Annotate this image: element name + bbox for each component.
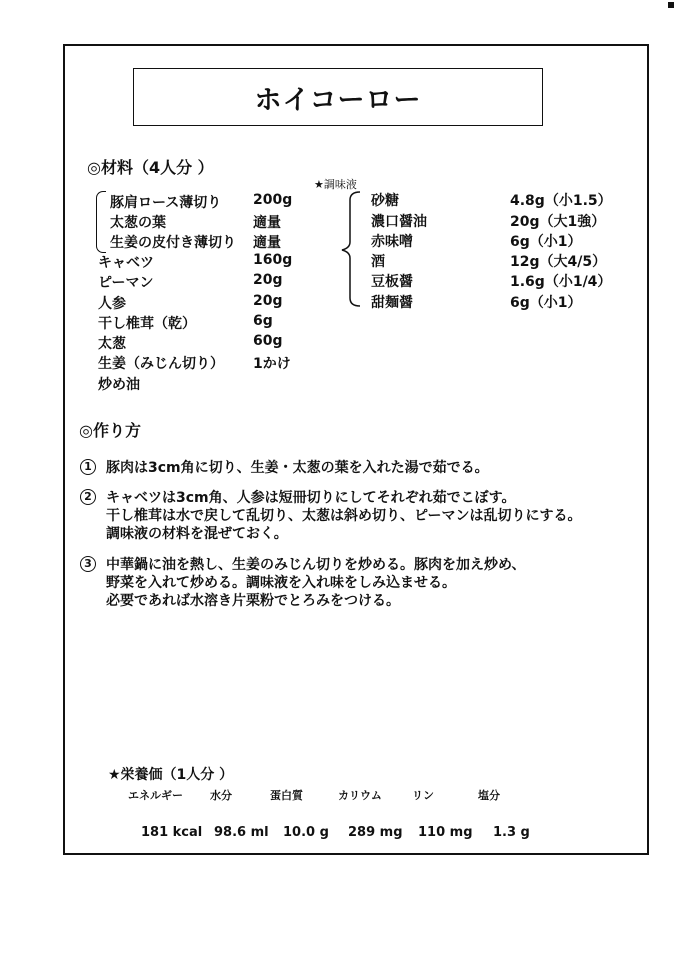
ingredient-amount: 適量 [253, 235, 281, 251]
nutrition-value: 10.0 g [283, 825, 329, 840]
step-line: 豚肉は3cm角に切り、生姜・太葱の葉を入れた湯で茹でる。 [106, 460, 489, 476]
method-heading: ◎作り方 [79, 421, 141, 440]
ingredients-heading: ◎材料（4人分 ） [87, 158, 214, 177]
seasoning-amount: 12g（大4/5） [510, 254, 607, 270]
ingredient-amount: 20g [253, 293, 283, 309]
corner-mark [668, 2, 674, 8]
step-number: 1 [80, 459, 96, 475]
ingredient-group-bracket [96, 191, 106, 253]
nutrition-label: 蛋白質 [270, 789, 303, 802]
ingredient-amount: 60g [253, 333, 283, 349]
step-line: 中華鍋に油を熱し、生姜のみじん切りを炒める。豚肉を加え炒め、 [106, 557, 526, 573]
seasoning-amount: 4.8g（小1.5） [510, 193, 612, 209]
nutrition-value: 1.3 g [493, 825, 530, 840]
nutrition-value: 110 mg [418, 825, 473, 840]
ingredient-amount: 200g [253, 192, 293, 208]
seasoning-amount: 20g（大1強） [510, 214, 606, 230]
seasoning-name: 砂糖 [371, 193, 399, 209]
ingredient-amount: 1かけ [253, 356, 291, 372]
ingredient-name: 太葱の葉 [110, 215, 166, 231]
ingredient-amount: 20g [253, 272, 283, 288]
nutrition-label: カリウム [338, 789, 382, 802]
ingredient-name: 生姜の皮付き薄切り [110, 235, 236, 251]
title-box [133, 68, 543, 126]
ingredient-name: 炒め油 [98, 377, 140, 393]
seasoning-amount: 1.6g（小1/4） [510, 274, 612, 290]
step-line: 野菜を入れて炒める。調味液を入れ味をしみ込ませる。 [106, 575, 456, 591]
nutrition-heading: ★栄養価（1人分 ） [108, 767, 234, 783]
seasoning-label: ★調味液 [314, 178, 357, 191]
seasoning-name: 酒 [371, 254, 385, 270]
seasoning-name: 赤味噌 [371, 234, 413, 250]
ingredient-name: 干し椎茸（乾） [98, 316, 196, 332]
step-line: 干し椎茸は水で戻して乱切り、太葱は斜め切り、ピーマンは乱切りにする。 [106, 508, 582, 524]
step-number: 3 [80, 556, 96, 572]
nutrition-value: 181 kcal [141, 825, 203, 840]
seasoning-name: 豆板醤 [371, 274, 413, 290]
nutrition-label: 水分 [210, 789, 232, 802]
ingredient-name: 太葱 [98, 336, 126, 352]
ingredient-amount: 適量 [253, 215, 281, 231]
page-title: ホイコーロー [254, 84, 422, 116]
nutrition-value: 289 mg [348, 825, 403, 840]
step-line: 調味液の材料を混ぜておく。 [106, 526, 288, 542]
step-line: キャベツは3cm角、人参は短冊切りにしてそれぞれ茹でこぼす。 [106, 490, 516, 506]
step-line: 必要であれば水溶き片栗粉でとろみをつける。 [106, 593, 400, 609]
nutrition-label: リン [412, 789, 434, 802]
nutrition-label: エネルギー [128, 789, 183, 802]
seasoning-amount: 6g（小1） [510, 234, 582, 250]
ingredient-name: 生姜（みじん切り） [98, 356, 224, 372]
step-number: 2 [80, 489, 96, 505]
ingredient-name: キャベツ [98, 255, 154, 271]
ingredient-amount: 6g [253, 313, 273, 329]
ingredient-name: 人参 [98, 296, 126, 312]
seasoning-bracket [340, 190, 364, 308]
seasoning-amount: 6g（小1） [510, 295, 582, 311]
ingredient-name: ピーマン [98, 275, 154, 291]
seasoning-name: 濃口醤油 [371, 214, 427, 230]
nutrition-value: 98.6 ml [214, 825, 269, 840]
nutrition-label: 塩分 [478, 789, 500, 802]
ingredient-name: 豚肩ロース薄切り [110, 195, 222, 211]
seasoning-name: 甜麺醤 [371, 295, 413, 311]
ingredient-amount: 160g [253, 252, 293, 268]
